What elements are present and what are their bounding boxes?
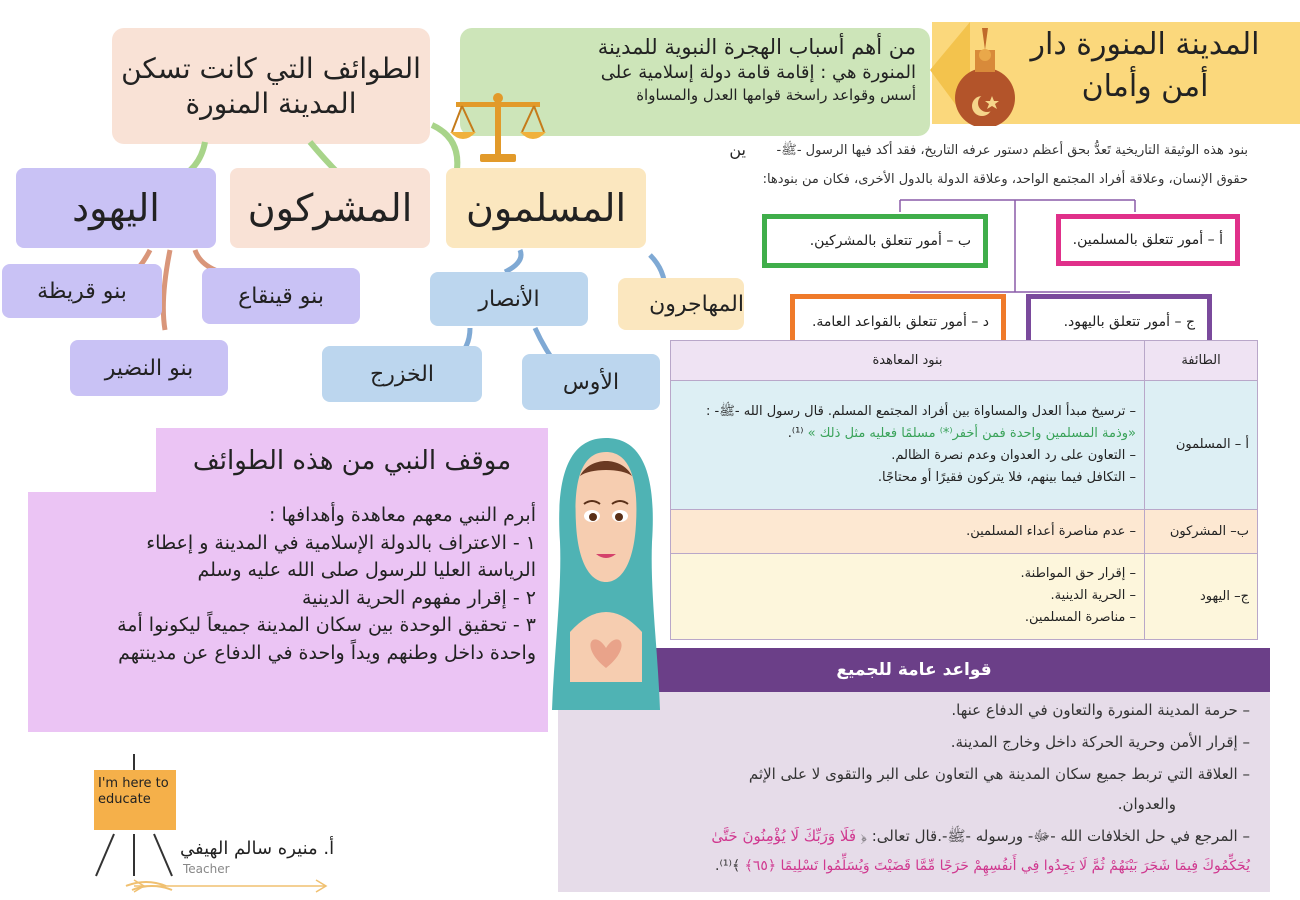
hadith-ref: ⁽¹⁾. [787, 425, 804, 441]
term-muslims-1: – ترسيخ مبدأ العدل والمساواة بين أفراد المجتمع المسلم. قال رسول الله -ﷺ- : [706, 403, 1136, 419]
treaty-intro-line-2: حقوق الإنسان، وعلاقة أفراد المجتمع الواحد، وعلاقة الدولة بالدول الأخرى، فكان من بنودها: [762, 172, 1248, 187]
category-muslims: أ – أمور تتعلق بالمسلمين. [1056, 214, 1240, 266]
causes-line-3: أسس وقواعد راسخة قوامها العدل والمساواة [636, 85, 916, 104]
muslims-node: المسلمون [446, 168, 646, 248]
causes-line-1: من أهم أسباب الهجرة النبوية للمدينة [597, 35, 916, 59]
rule-3: – العلاقة التي تربط جميع سكان المدينة هي التعاون على البر والتقوى لا على الإثم [748, 765, 1250, 783]
term-jews-1: – إقرار حق المواطنة. [1020, 566, 1136, 582]
stance-point-3a: ٣ - تحقيق الوحدة بين سكان المدينة جميعاً ليكونوا أمة [117, 614, 536, 637]
teacher-name: أ. منيره سالم الهيفي [180, 838, 335, 859]
tribes-title-box: الطوائف التي كانت تسكن المدينة المنورة [112, 28, 430, 144]
term-mushrikun-1: – عدم مناصرة أعداء المسلمين. [671, 509, 1145, 553]
category-general: د – أمور تتعلق بالقواعد العامة. [790, 294, 1006, 344]
qurayza-node: بنو قريظة [2, 264, 162, 318]
term-jews-2: – الحرية الدينية. [1050, 588, 1136, 604]
qaynuqa-node: بنو قينقاع [202, 268, 360, 324]
stance-point-1a: ١ - الاعتراف بالدولة الإسلامية في المدينة و إعطاء [146, 531, 536, 554]
jews-node: اليهود [16, 168, 216, 248]
stance-point-1b: الرياسة العليا للرسول صلى الله عليه وسلم [197, 559, 536, 582]
general-rules-heading: قواعد عامة للجميع [558, 648, 1270, 692]
row-label-muslims: أ – المسلمون [1145, 381, 1258, 509]
hadith-quote: «وذمة المسلمين واحدة فمن أخفر⁽*⁾ مسلمًا فعليه مثل ذلك » [807, 425, 1136, 441]
term-muslims-quote-line [679, 423, 1136, 445]
rule-1: – حرمة المدينة المنورة والتعاون في الدفاع عنها. [951, 701, 1250, 719]
rule-3-cont: والعدوان. [1117, 795, 1176, 813]
table-header-terms: بنود المعاهدة [671, 341, 1145, 381]
educate-board: I'm here to educate [94, 770, 176, 830]
rule-4 [570, 826, 1250, 848]
rule-4-end: ﴾⁽¹⁾. [715, 858, 741, 874]
arrow-decoration-icon [130, 878, 330, 894]
treaty-intro-line-1: بنود هذه الوثيقة التاريخية تَعدُّ بحق أعظم دستور عرفه التاريخ، فقد أكد فيها الرسول -ﷺ- [776, 143, 1248, 158]
nadir-node: بنو النضير [70, 340, 228, 396]
causes-line-2: المنورة هي : إقامة قامة دولة إسلامية على [600, 62, 916, 84]
category-mushrikun: ب – أمور تتعلق بالمشركين. [762, 214, 988, 268]
stance-heading: موقف النبي من هذه الطوائف [156, 428, 548, 494]
term-jews-3: – مناصرة المسلمين. [1024, 610, 1136, 626]
page-title: المدينة المنورة دار أمن وأمان [1030, 27, 1260, 104]
rule-4-cont [570, 856, 1250, 876]
justice-scale-icon [448, 92, 548, 166]
muhajirun-node: المهاجرون [618, 278, 744, 330]
stance-intro: أبرم النبي معهم معاهدة وأهدافها : [269, 504, 536, 526]
treaty-intro-tail: ين [729, 140, 746, 159]
teacher-role: Teacher [183, 862, 230, 876]
stance-point-2: ٢ - إقرار مفهوم الحرية الدينية [302, 586, 536, 609]
rule-2: – إقرار الأمن وحرية الحركة داخل وخارج المدينة. [950, 733, 1250, 751]
treaty-table [670, 340, 1258, 640]
row-label-jews: ج– اليهود [1145, 553, 1258, 639]
quran-verse-part-1: فَلَا وَرَبِّكَ لَا يُؤْمِنُونَ حَتَّىٰ [711, 827, 856, 845]
mushrikun-node: المشركون [230, 168, 430, 248]
rule-4-text: – المرجع في حل الخلافات الله -ﷻ- ورسوله -ﷺ-.قال تعالى: ﴿ [860, 827, 1250, 845]
stance-point-3b: واحدة داخل وطنهم ويداً واحدة في الدفاع عن مدينتهم [118, 641, 536, 664]
ansar-node: الأنصار [430, 272, 588, 326]
quran-verse-part-2: يُحَكِّمُوكَ فِيمَا شَجَرَ بَيْنَهُمْ ثُمَّ لَا يَجِدُوا فِي أَنفُسِهِمْ حَرَجًا مِّمَّا قَضَيْتَ وَيُسَلِّمُوا تَسْلِيمًا ﴿٦٥﴾ [744, 858, 1250, 874]
aws-node: الأوس [522, 354, 660, 410]
stance-body [28, 492, 548, 732]
girl-character-icon [550, 432, 662, 712]
term-muslims-2: – التعاون على رد العدوان وعدم نصرة الظالم. [891, 447, 1136, 463]
row-terms-jews [671, 553, 1145, 639]
row-terms-muslims [671, 381, 1145, 509]
term-muslims-3: – التكافل فيما بينهم، فلا يتركون فقيرًا أو محتاجًا. [877, 469, 1136, 485]
khazraj-node: الخزرج [322, 346, 482, 402]
row-label-mushrikun: ب– المشركون [1145, 509, 1258, 553]
category-jews: ج – أمور تتعلق باليهود. [1026, 294, 1212, 344]
table-header-party: الطائفة [1145, 341, 1258, 381]
